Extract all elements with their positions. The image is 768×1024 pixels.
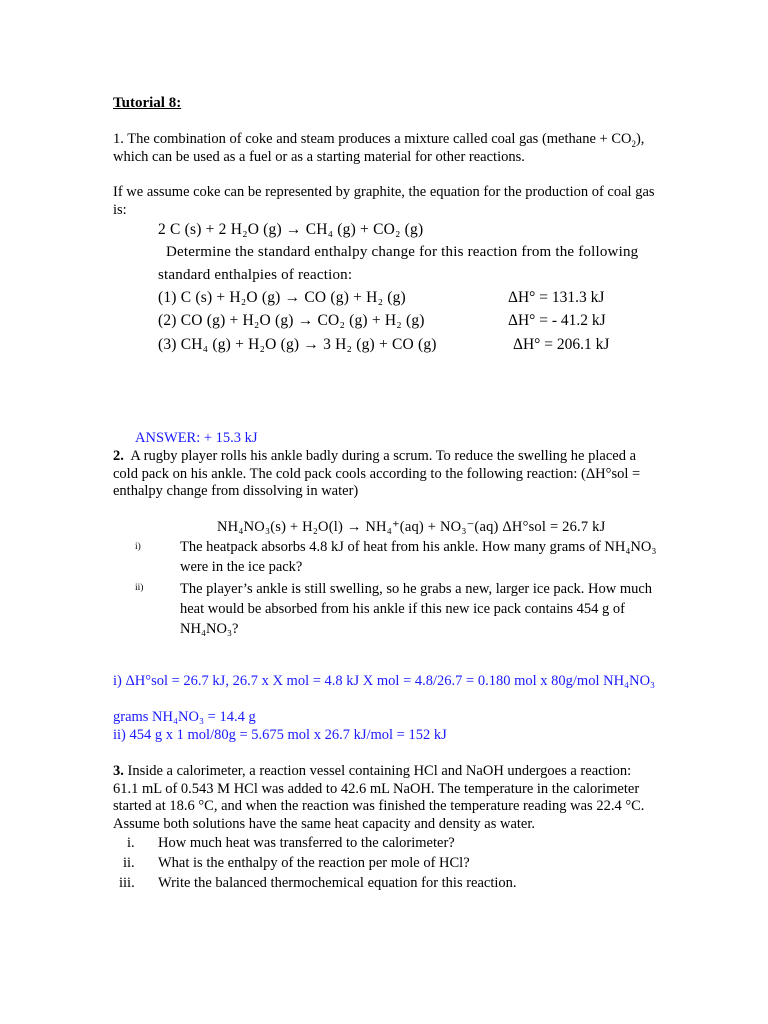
q3-item-1-label: i. xyxy=(127,835,135,851)
q3-item-1-text: How much heat was transferred to the calorimeter? xyxy=(158,835,455,851)
q2-item-1-label: i) xyxy=(135,542,141,552)
q1-reaction-2-enthalpy: ΔH° = - 41.2 kJ xyxy=(508,312,606,329)
q1-main-equation: 2 C (s) + 2 H₂O (g) → CH₄ (g) + CO₂ (g) xyxy=(158,221,424,238)
q1-intro xyxy=(113,131,658,166)
q1-intro-text: 1. The combination of coke and steam produces a mixture called coal gas (methane + CO xyxy=(113,131,632,147)
q2-reaction: NH₄NO₃(s) + H₂O(l) → NH₄⁺(aq) + NO₃⁻(aq) ΔH°sol = 26.7 kJ xyxy=(217,519,606,535)
q1-determine-line-1: Determine the standard enthalpy change for this reaction from the following xyxy=(166,244,639,260)
q3-item-3-label: iii. xyxy=(119,875,135,891)
q3-body: Inside a calorimeter, a reaction vessel containing HCl and NaOH undergoes a reaction: 61.1 mL of 0.543 M HCl was added to 42.6 mL NaOH. The temperature in the calorimeter started at 18.6 °C, and when the reaction was finished the temperature reading was 22.4 °C. Assume both solutions have the same heat capacity and density as water. xyxy=(113,763,645,832)
q1-reaction-1: (1) C (s) + H₂O (g) → CO (g) + H₂ (g) xyxy=(158,289,406,306)
q2-text xyxy=(113,448,658,501)
q2-item-2-label: ii) xyxy=(135,583,144,593)
q3-item-2-text: What is the enthalpy of the reaction per mole of HCl? xyxy=(158,855,470,871)
q1-assume: If we assume coke can be represented by graphite, the equation for the production of coal gas is: xyxy=(113,184,655,218)
q2-item-2-text: The player’s ankle is still swelling, so he grabs a new, larger ice pack. How much heat would be absorbed from his ankle if this new ice pack contains 454 g of NH₄NO₃? xyxy=(180,581,653,637)
q2-body: A rugby player rolls his ankle badly during a scrum. To reduce the swelling he placed a cold pack on his ankle. The cold pack cools according to the following reaction: (ΔH°sol = enthalpy change from dissolving in water) xyxy=(113,448,641,499)
q1-reaction-2: (2) CO (g) + H₂O (g) → CO₂ (g) + H₂ (g) xyxy=(158,312,425,329)
q2-item-1-text: The heatpack absorbs 4.8 kJ of heat from his ankle. How many grams of NH₄NO₃ were in the ice pack? xyxy=(180,539,657,575)
q1-reaction-1-enthalpy: ΔH° = 131.3 kJ xyxy=(508,289,605,306)
page-title: Tutorial 8: xyxy=(113,95,182,111)
q3-item-2-label: ii. xyxy=(123,855,135,871)
q1-answer: ANSWER: + 15.3 kJ xyxy=(135,430,258,446)
q1-determine-line-2: standard enthalpies of reaction: xyxy=(158,267,353,283)
q1-reaction-3: (3) CH₄ (g) + H₂O (g) → 3 H₂ (g) + CO (g) xyxy=(158,336,437,353)
q1-reaction-3-enthalpy: ΔH° = 206.1 kJ xyxy=(513,336,610,353)
q2-answer-1: i) ΔH°sol = 26.7 kJ, 26.7 x X mol = 4.8 kJ X mol = 4.8/26.7 = 0.180 mol x 80g/mol NH₄NO₃ xyxy=(113,673,656,689)
q2-answer-3: ii) 454 g x 1 mol/80g = 5.675 mol x 26.7 kJ/mol = 152 kJ xyxy=(113,727,447,743)
q2-answer-2: grams NH₄NO₃ = 14.4 g xyxy=(113,709,256,725)
q3-number: 3. xyxy=(113,763,124,779)
q1-intro-text-end: ), which can be used as a fuel or as a starting material for other reactions. xyxy=(113,131,645,165)
q2-number: 2. xyxy=(113,448,124,464)
q3-text xyxy=(113,763,658,833)
q3-item-3-text: Write the balanced thermochemical equation for this reaction. xyxy=(158,875,517,891)
q1-intro-subscript: 2 xyxy=(631,138,636,149)
